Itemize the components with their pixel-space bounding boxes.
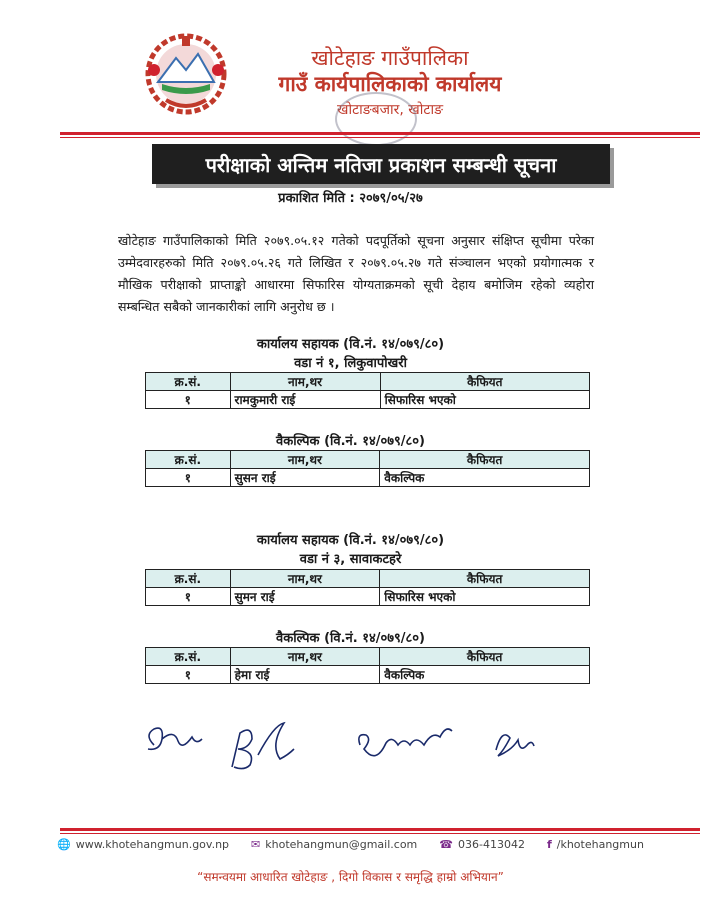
website-text: www.khotehangmun.gov.np <box>75 838 230 851</box>
result-table <box>145 569 590 606</box>
notice-body: खोटेहाङ गाउँपालिकाको मिति २०७९.०५.१२ गतेको पदपूर्तिको सूचना अनुसार संक्षिप्त सूचीमा परेका उम्मेदवारहरुको मिति २०७९.०५.२६ गते लिखित र २०७९.०५.२७ गते संञ्चालन भएको प्रयोगात्मक र मौखिक परीक्षाको प्राप्ताङ्को आधारमा सिफारिस योग्यताक्रमको सूची देहाय बमोजिम रहेको व्यहोरा सम्बन्धित सबैको जानकारीकां लागि अनुरोध छ । <box>118 233 594 314</box>
header-sn: क्र.सं. <box>146 648 231 666</box>
header-remarks: कैफियत <box>380 373 589 391</box>
table-header-row <box>146 373 590 391</box>
section-title: कार्यालय सहायक (वि.नं. १४/०७९/८०) <box>256 337 445 352</box>
header-name: नाम,थर <box>230 570 380 588</box>
published-date: प्रकाशित मिति : २०७९/०५/२७ <box>278 191 423 206</box>
email-text: khotehangmun@gmail.com <box>265 838 418 851</box>
signature-2 <box>222 715 302 775</box>
cell-remarks: सिफारिस भएको <box>380 391 589 409</box>
org-office: गाउँ कार्यपालिकाको कार्यालय <box>278 72 502 96</box>
cell-sn: १ <box>146 469 231 487</box>
nepal-emblem-logo <box>136 30 236 118</box>
footer-contacts <box>0 838 701 851</box>
footer-facebook[interactable] <box>547 838 644 851</box>
section-title: कार्यालय सहायक (वि.नं. १४/०७९/८०) <box>256 533 445 548</box>
header-remarks: कैफियत <box>380 451 590 469</box>
cell-remarks: वैकल्पिक <box>380 666 590 684</box>
footer-divider-thin <box>60 833 700 834</box>
table-row <box>146 666 590 684</box>
table-header-row <box>146 570 590 588</box>
signature-1 <box>140 715 210 775</box>
cell-name: हेमा राई <box>230 666 380 684</box>
cell-sn: १ <box>146 391 231 409</box>
header-remarks: कैफियत <box>380 570 590 588</box>
footer-email[interactable] <box>251 838 417 851</box>
globe-icon: 🌐 <box>57 838 71 851</box>
signature-4 <box>488 715 538 775</box>
facebook-icon: f <box>546 838 552 851</box>
footer-slogan: “समन्वयमा आधारित खोटेहाङ , दिगो विकास र समृद्धि हाम्रो अभियान” <box>197 870 504 884</box>
cell-remarks: सिफारिस भएको <box>380 588 590 606</box>
section-subtitle: वडा नं १, लिकुवापोखरी <box>294 356 407 371</box>
footer-phone <box>439 838 525 851</box>
cell-sn: १ <box>146 666 231 684</box>
cell-name: रामकुमारी राई <box>230 391 380 409</box>
header-divider-thin <box>60 137 700 138</box>
table-header-row <box>146 451 590 469</box>
facebook-text: /khotehangmun <box>556 838 644 851</box>
cell-name: सुमन राई <box>230 588 380 606</box>
cell-sn: १ <box>146 588 231 606</box>
table-row <box>146 469 590 487</box>
header-name: नाम,थर <box>230 648 380 666</box>
header-divider <box>60 132 700 135</box>
alternate-table <box>145 647 590 684</box>
phone-text: 036-413042 <box>457 838 525 851</box>
alternate-table <box>145 450 590 487</box>
cell-remarks: वैकल्पिक <box>380 469 590 487</box>
header-name: नाम,थर <box>230 373 380 391</box>
header-sn: क्र.सं. <box>146 451 231 469</box>
header-name: नाम,थर <box>230 451 380 469</box>
phone-icon: ☎ <box>439 838 453 851</box>
cell-name: सुसन राई <box>230 469 380 487</box>
header-sn: क्र.सं. <box>146 373 231 391</box>
alternate-title: वैकल्पिक (वि.नं. १४/०७९/८०) <box>276 631 425 646</box>
org-address: खोटाङबजार, खोटाङ <box>337 102 443 118</box>
footer-divider <box>60 828 700 831</box>
footer-website[interactable] <box>57 838 229 851</box>
notice-title: परीक्षाको अन्तिम नतिजा प्रकाशन सम्बन्धी सूचना <box>152 144 610 184</box>
org-name: खोटेहाङ गाउँपालिका <box>311 46 469 70</box>
section-subtitle: वडा नं ३, सावाकटहरे <box>299 552 402 567</box>
table-row <box>146 391 590 409</box>
signature-3 <box>352 715 462 775</box>
mail-icon: ✉ <box>251 838 261 851</box>
header-sn: क्र.सं. <box>146 570 231 588</box>
alternate-title: वैकल्पिक (वि.नं. १४/०७९/८०) <box>276 434 425 449</box>
header-remarks: कैफियत <box>380 648 590 666</box>
result-table <box>145 372 590 409</box>
table-header-row <box>146 648 590 666</box>
table-row <box>146 588 590 606</box>
